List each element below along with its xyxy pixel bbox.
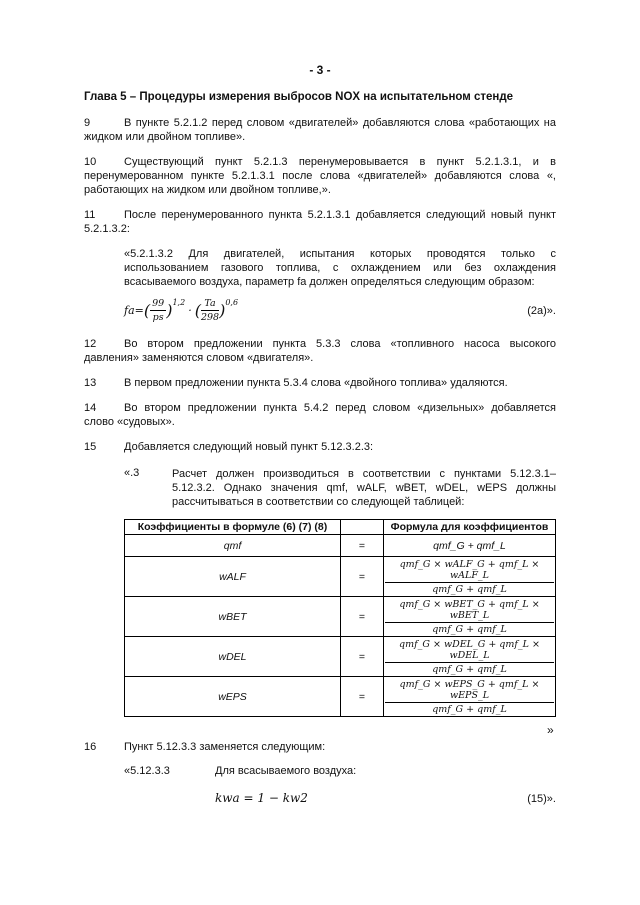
table-row [125, 677, 556, 717]
exponent: 1,2 [172, 298, 186, 307]
paragraph-9 [84, 116, 556, 144]
paragraph-text: В первом предложении пункта 5.3.4 слова «двойного топлива» удаляются. [124, 377, 508, 389]
subitem-label: «.3 [124, 467, 140, 479]
paragraph-text: Пункт 5.12.3.3 заменяется следующим: [124, 741, 326, 753]
paragraph-16 [84, 740, 556, 754]
paragraph-12 [84, 337, 556, 365]
formula-lhs: fa= [124, 304, 144, 317]
fraction-denominator: qmf_G + qmf_L [432, 663, 507, 675]
subitem-label: «5.12.3.3 [124, 765, 170, 777]
table-row [125, 535, 556, 557]
paragraph-15 [84, 440, 556, 454]
table-header-right: Формула для коэффициентов [384, 520, 556, 535]
paragraph-text: Во втором предложении пункта 5.3.3 слова «топливного насоса высокого давления» заменяются словом «двигателя». [84, 338, 556, 364]
fraction-denominator: qmf_G + qmf_L [432, 623, 507, 635]
formula-15: kwa = 1 − kw2 [215, 791, 308, 805]
paragraph-text: В пункте 5.2.1.2 перед словом «двигателей» добавляются слова «работающих на жидком или двойном топливе». [84, 117, 556, 143]
paragraph-11 [84, 208, 556, 236]
fraction-denominator: 298 [200, 312, 220, 323]
fraction-numerator: qmf_G × wDEL_G + qmf_L × wDEL_L [385, 639, 554, 663]
equals-cell: = [341, 597, 384, 637]
coefficient-table [124, 519, 556, 717]
equation-label-2a: (2a)». [527, 305, 556, 317]
formula-cell: qmf_G + qmf_L [384, 535, 556, 557]
subitem-text: Для всасываемого воздуха: [215, 765, 357, 777]
table-row [125, 597, 556, 637]
paragraph-number: 15 [84, 441, 97, 453]
paragraph-10 [84, 155, 556, 197]
fraction-denominator: qmf_G + qmf_L [432, 703, 507, 715]
quote-5-2-1-3-2: «5.2.1.3.2 Для двигателей, испытания которых проводятся только с использованием газового топлива, с охлаждением или без охлаждения всасываемого воздуха, параметр fa должен определяться следующим образом: [124, 248, 556, 288]
table-closing-quote: » [547, 723, 554, 737]
equals-cell: = [341, 535, 384, 557]
paragraph-text: Существующий пункт 5.2.1.3 перенумеровывается в пункт 5.2.1.3.1, и в перенумерованном пункте 5.2.1.3.1 после слова «двигателей» добавляются слова «, работающих на жидком или двойном топливе,». [84, 156, 556, 196]
paragraph-13 [84, 376, 556, 390]
equals-cell: = [341, 637, 384, 677]
fraction-numerator: qmf_G × wALF_G + qmf_L × wALF_L [385, 559, 554, 583]
coef-cell: wBET [125, 597, 341, 637]
paragraph-text: Добавляется следующий новый пункт 5.12.3.2.3: [124, 441, 374, 453]
equals-cell: = [341, 677, 384, 717]
page-number: - 3 - [309, 63, 331, 77]
paragraph-14 [84, 401, 556, 429]
table-header-left: Коэффициенты в формуле (6) (7) (8) [125, 520, 341, 535]
formula-cell [384, 637, 556, 677]
formula-cell [384, 677, 556, 717]
fraction-numerator: qmf_G × wEPS_G + qmf_L × wEPS_L [385, 679, 554, 703]
paragraph-number: 12 [84, 338, 97, 350]
formula-cell [384, 597, 556, 637]
paragraph-text: Во втором предложении пункта 5.4.2 перед словом «дизельных» добавляется слово «судовых». [84, 402, 556, 428]
paragraph-number: 14 [84, 402, 97, 414]
fraction-numerator: qmf_G × wBET_G + qmf_L × wBET_L [385, 599, 554, 623]
fraction-denominator: qmf_G + qmf_L [432, 583, 507, 595]
coef-cell: wALF [125, 557, 341, 597]
table-row [125, 637, 556, 677]
fraction-numerator: 99 [152, 298, 165, 309]
coef-cell: wDEL [125, 637, 341, 677]
chapter-title: Глава 5 – Процедуры измерения выбросов NOX на испытательном стенде [84, 91, 514, 103]
paragraph-number: 10 [84, 156, 97, 168]
formula-2a: fa= ( $\frac{99}{ps}$ ) $^{1,2}$ · ( $\frac{Ta}{298}$ ) $^{0,6}$ [124, 298, 239, 323]
paragraph-number: 9 [84, 117, 91, 129]
paragraph-number: 13 [84, 377, 97, 389]
equation-label-15: (15)». [527, 793, 556, 805]
equals-cell: = [341, 557, 384, 597]
coef-cell: wEPS [125, 677, 341, 717]
fraction-numerator: Ta [201, 298, 219, 311]
formula-cell [384, 557, 556, 597]
paragraph-number: 11 [84, 209, 96, 221]
fraction-denominator: ps [152, 312, 164, 323]
coef-cell: qmf [125, 535, 341, 557]
exponent: 0,6 [225, 298, 239, 307]
subitem-text: Расчет должен производиться в соответствии с пунктами 5.12.3.1–5.12.3.2. Однако значения qmf, wALF, wBET, wDEL, wEPS должны рассчитываться в соответствии со следующей таблицей: [172, 468, 556, 508]
dot-operator: · [188, 304, 192, 317]
table-row [125, 557, 556, 597]
paragraph-number: 16 [84, 741, 97, 753]
paragraph-text: После перенумерованного пункта 5.2.1.3.1 добавляется следующий новый пункт 5.2.1.3.2: [84, 209, 556, 235]
table-header-spacer [341, 520, 384, 535]
